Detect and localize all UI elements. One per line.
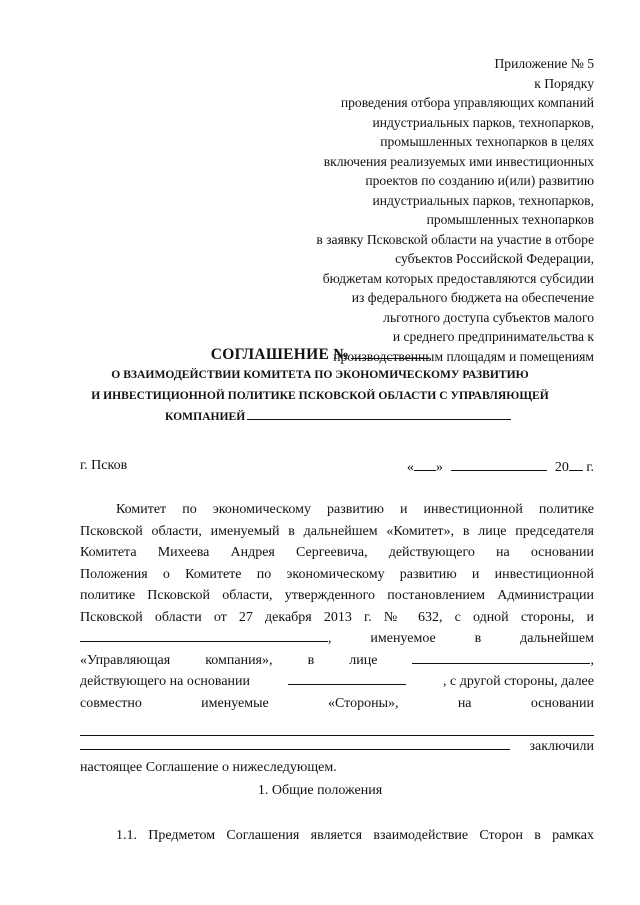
year-suffix: г. [586,460,594,475]
section-heading: 1. Общие положения [257,783,383,798]
subtitle-line-3 [165,406,511,427]
body-row-11 [80,714,594,736]
subtitle-company-label: КОМПАНИЕЙ [165,410,246,423]
agreement-preamble [80,499,594,779]
body-row-12 [80,736,594,758]
body-line: Комитет по экономическому развитию и инвестиционной политике [116,502,594,517]
body-word: дальнейшем [520,631,594,646]
body-line: Комитета Михеева Андрея Сергеевича, действующего на основании [80,545,594,560]
company-name-blank [247,406,511,420]
body-word: компания», [205,652,273,668]
basis-document-blank [288,671,406,685]
body-row-10 [80,693,594,715]
appendix-line: промышленных технопарков в целях [380,134,594,149]
body-word: заключили [529,738,594,754]
company-name-blank [80,628,328,642]
body-line: Положения о Комитете по экономическому развитию и инвестиционной [80,566,594,582]
body-word: «Управляющая [80,652,171,668]
appendix-line: в заявку Псковской области на участие в отборе [316,231,594,247]
appendix-line: промышленных технопарков [426,212,594,227]
body-word: лице [349,652,378,668]
month-blank [451,458,547,471]
date-open-quote: « [406,460,414,475]
document-title [0,344,640,364]
point-1-1 [80,825,594,847]
appendix-line: проектов по созданию и(или) развитию [365,173,594,188]
appendix-line: проведения отбора управляющих компаний [340,95,594,110]
body-line: политике Псковской области, утвержденного постановлением Администрации [80,588,594,603]
body-text: действующего на основании [80,674,251,689]
basis-blank-full [80,722,594,736]
body-row-7 [80,628,594,650]
body-word: именуемые [201,695,269,711]
appendix-line: производственным площадям и помещениям [333,348,594,364]
body-line: Псковской области от 27 декабря 2013 г. № 632, с одной стороны, и [80,609,594,625]
appendix-line: из федерального бюджета на обеспечение [351,290,594,305]
body-row-8 [80,650,594,672]
body-text: , с другой стороны, далее [443,674,594,689]
representative-field: , [412,650,594,672]
appendix-line: субъектов Российской Федерации, [395,251,594,266]
appendix-line: Приложение № 5 [494,56,594,71]
date-close-quote: » [435,460,443,475]
appendix-line: индустриальных парков, технопарков, [372,114,594,130]
body-word: совместно [80,695,142,711]
appendix-line: бюджетам которых предоставляются субсидии [322,270,594,286]
body-word: в [307,652,315,668]
year-prefix: 20 [554,460,569,475]
body-last-line: настоящее Соглашение о нижеследующем. [80,760,337,775]
body-row-9 [80,671,594,693]
body-word: на [457,695,472,711]
agreement-number-blank [351,344,429,359]
appendix-line: включения реализуемых ими инвестиционных [323,153,594,169]
appendix-line: и среднего предпринимательства к [392,329,594,344]
party-name-field: , [80,628,332,650]
appendix-header [214,54,594,366]
representative-blank [412,650,590,664]
basis-blank-partial [80,736,510,750]
year-blank [569,458,583,471]
title-text: СОГЛАШЕНИЕ № [210,346,350,363]
date-line [407,458,594,476]
body-word: в [474,631,482,646]
appendix-line: индустриальных парков, технопарков, [372,192,594,208]
day-blank [414,458,436,471]
body-word: «Стороны», [328,695,399,711]
body-line: Псковской области, именуемый в дальнейшем «Комитет», в лице председателя [80,523,594,539]
subtitle-line-1: О ВЗАИМОДЕЙСТВИИ КОМИТЕТА ПО ЭКОНОМИЧЕСКОМУ РАЗВИТИЮ [111,368,529,381]
body-word: основании [530,695,594,711]
body-word: именуемое [370,631,436,646]
appendix-line: льготного доступа субъектов малого [383,309,594,325]
body-line: 1.1. Предметом Соглашения является взаимодействие Сторон в рамках [116,828,594,843]
city-label: г. Псков [80,458,128,473]
subtitle-line-2: И ИНВЕСТИЦИОННОЙ ПОЛИТИКЕ ПСКОВСКОЙ ОБЛАСТИ С УПРАВЛЯЮЩЕЙ [91,389,549,402]
appendix-line: к Порядку [534,75,594,91]
